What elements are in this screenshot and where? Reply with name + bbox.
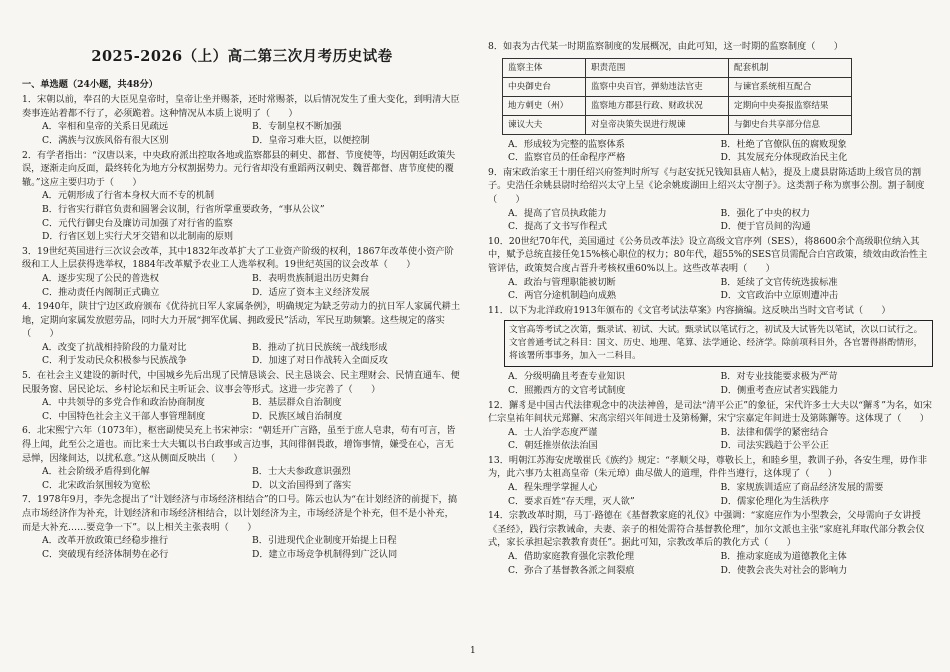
question-item [488,304,933,398]
option: D．侧重考查应试者实践能力 [720,384,839,396]
question-stem: 1．宋朝以前，奉召的大臣见皇帝时，皇帝让坐并赐茶，还时常赐茶，以后情况发生了重大变化，到明清大臣奏事连站着都不行了，必须跪着。这种情况从本质上说明了（ ） [22,94,460,119]
options [22,534,462,561]
option: A．改变了抗战相持阶段的力量对比 [42,341,187,353]
table-row [503,96,852,115]
option: B．推动家庭成为道德教化主体 [720,551,847,563]
option: C．突破现有经济体制势在必行 [42,548,169,560]
option: C．监察官员的任命程序严格 [508,152,626,164]
question-item [22,424,462,492]
option: A．社会阶级矛盾得到化解 [42,466,150,478]
section-heading: 一、单选题（24小题，共48分） [22,78,158,90]
option: C．元代行御史台及廉访司加强了对行省的监察 [42,217,233,229]
option: C．弥合了基督教各派之间裂痕 [508,564,635,576]
options [22,120,462,147]
table-cell: 对皇帝决策失误进行规谏 [585,115,728,134]
option: D．建立市场竞争机制得到广泛认同 [252,548,398,560]
left-questions [22,93,462,561]
option: B．行省实行群官负责和圆署会议制，行省所掌重要政务，“事从公议” [42,203,325,215]
question-item [22,493,462,561]
option: D．儒家伦理化为生活秩序 [720,495,829,507]
option: C．利于发动民众积极参与民族战争 [42,355,187,367]
option: D．司法实践趋于公平公正 [720,440,829,452]
exam-title: 2025-2026（上）高二第三次月考历史试卷 [91,48,393,65]
option: D．行省区划上实行犬牙交错和以北制南的原则 [42,231,234,243]
option: A．形成较为完整的监察体系 [508,138,625,150]
question-stem: 10．20世纪70年代，美国通过《公务员改革法》设立高级文官序列（SES），将8600余个高级职位纳入其中，赋予总统直接任免15%核心职位的权力；80年代，超55%的SES官员需配合白宫政策，绩效由政治性主管评估，政策契合度占晋升考核权重60%以上。这些改革表明（ ） [488,235,928,274]
question-stem: 7．1978年9月，李先念提出了“计划经济与市场经济相结合”的口号。陈云也认为“在计划经济的前提下，搞点市场经济作为补充，计划经济和市场经济相结合，以计划经济为主，市场经济是个补充，但不是小补充，而是大补充……要竞争一下”。以上相关主张表明（ ） [22,494,458,533]
option: D．文官政治中立原则遭冲击 [720,290,839,302]
option: A．借助家庭教育强化宗教伦理 [508,551,635,563]
option: B．专制皇权不断加强 [252,121,342,133]
option: B．表明贵族制退出历史舞台 [252,272,370,284]
option: B．基层群众自治制度 [252,397,342,409]
question-stem: 14．宗教改革时期，马丁·路德在《基督教家庭的礼仪》中强调：“家庭应作为小型教会，父母需向子女讲授《圣经》，践行宗教诫命，夫妻、亲子的相处需符合基督教伦理”，加尔文派也主张“家庭礼拜取代部分教会仪式，家长承担起宗教教育责任”。据此可知，宗教改革后的教化方式（ ） [488,510,925,549]
option: B．法律和儒学的紧密结合 [720,426,829,438]
question-stem: 6．北宋熙宁六年（1073年），枢密副使吴充上书宋神宗：“朝廷开广言路，虽至于庶人皂隶，苟有可言，皆得上闻，此至公之道也。而比来士大夫辄以书白政事或言边事，其间徘徊畏敢，增饰事情，嫌受在心，言无忌惮，因缘间达，以扰私意。”这从侧面反映出（ ） [22,425,456,464]
table-cell: 与御史台共享部分信息 [728,115,851,134]
options [488,207,933,234]
options [22,272,462,299]
table-cell: 监察地方郡县行政、财政状况 [585,96,728,115]
table-cell: 地方刺史（州） [503,96,586,115]
option: B．士大夫参政意识强烈 [252,466,351,478]
options [488,370,933,397]
page-number: 1 [470,646,476,656]
options [22,396,462,423]
question-stem: 11．以下为北洋政府1913年颁布的《文官考试法草案》内容摘编。这反映出当时文官考试（ ） [488,304,891,316]
question-stem: 9．南宋政治家王十朋任绍兴府签判时所写《与赵安抚兄钱知县庙人帖》，提及上虞县尉陈适助上级官员的割子。史浩任余姚县尉时给绍兴太守上呈《论余姚废湖田上绍兴太守剳子》。这类割子称为禀事公剳。割子制度（ ） [488,166,925,205]
table-header-cell: 职责范围 [585,58,728,77]
options [22,189,462,243]
question-item [22,93,462,147]
option: B．强化了中央的权力 [720,207,810,219]
option: D．以文治国得到了落实 [252,479,352,491]
table-cell: 与谏官系统相互配合 [728,77,851,96]
option: C．照搬西方的文官考试制度 [508,384,626,396]
option: A．程朱理学掌握人心 [508,482,598,494]
quoted-material: 文官高等考试之次第，甄录试、初试、大试。甄录试以笔试行之，初试及大试皆先以笔试，次以口试行之。文官普通考试之科目：国文、历史、地理、笔算、法学通论、经济学。除前项科目外，各官署得斟酌情形，将该署所事事务，加入一二科目。 [504,320,933,367]
option: A．中共领导的多党合作和政治协商制度 [42,397,205,409]
option: D．便于官员间的沟通 [720,221,811,233]
options [488,138,933,165]
option: C．提高了文书写作程式 [508,221,607,233]
table-header-cell: 配套机制 [728,58,851,77]
options [488,550,933,577]
source-table [502,58,852,135]
option: A．政治与管理职能被切断 [508,276,616,288]
table-cell: 定期向中央奏报监察结果 [728,96,851,115]
option: A．士人治学态度严谨 [508,426,598,438]
question-stem: 13．明朝江苏海安虎墩崔氏《族约》规定：“孝顺父母，尊敬长上，和睦乡里，教训子孙，各安生理，毋作非为，此六事乃太祖高皇帝（朱元璋）曲尽做人的道理，件件当遵行，这体现了（ ） [488,454,928,480]
option: B．对专业技能要求极为严苛 [720,371,838,383]
question-stem: 3．19世纪英国进行三次议会改革，其中1832年改革扩大了工业资产阶级的权利，1867年改革使小资产阶级和工人上层获得选举权，1884年改革赋予农业工人选举权利。19世纪英国的议会改革（ ） [22,245,454,271]
options [488,481,933,508]
question-item [488,235,933,303]
option: A．逐步实现了公民的普选权 [42,272,159,284]
table-row [503,77,852,96]
option: D．使教会丧失对社会的影响力 [720,564,848,576]
option: A．分级明确且考查专业知识 [508,371,625,383]
question-item [22,300,462,368]
question-item [488,399,933,453]
question-stem: 8．如表为古代某一时期监察制度的发展概况，由此可知，这一时期的监察制度（ ） [488,41,843,52]
option: B．推动了抗日民族统一战线形成 [252,341,388,353]
option: B．家规族训适应了商品经济发展的需要 [720,482,884,494]
option: D．加速了对日作战转入全面反攻 [252,355,388,367]
option: C．满族与汉族风俗有很大区别 [42,134,169,146]
option: A．宰相和皇帝的关系日见疏远 [42,121,169,133]
table-header-row [503,58,852,77]
question-stem: 12．獬豸是中国古代法律观念中的决法神兽，是司法“清平公正”的象征，宋代许多士大夫以“獬豸”为名，如宋仁宗皇祐年间状元郑獬、宋高宗绍兴年间进士及第杨獬，宋宁宗嘉定年间进士及第陈獬等。这体现了（ ） [488,399,932,425]
question-stem: 4．1940年，陕甘宁边区政府颁布《优待抗日军人家属条例》，明确规定为缺乏劳动力的抗日军人家属代耕土地，定期向家属发放慰劳品，同时大力开展“拥军优属、拥政爱民”活动，军民互助频繁。这些规定的落实（ ） [22,301,461,340]
table-header-cell: 监察主体 [503,58,586,77]
table-cell: 谏议大夫 [503,115,586,134]
question-item [22,369,462,423]
options [488,276,933,303]
question-item [488,166,933,234]
option: B．延续了文官传统选拔标准 [720,276,838,288]
table-cell: 中央御史台 [503,77,586,96]
option: C．要求百姓“存天理，灭人欲” [508,495,635,507]
option: B．杜绝了官僚队伍的腐败现象 [720,138,847,150]
option: B．引进现代企业制度开始提上日程 [252,535,397,547]
options [22,341,462,368]
option: D．皇帝习难大臣，以便控制 [252,134,370,146]
option: D．其发展充分体现政治民主化 [720,152,848,164]
question-item [22,149,462,244]
option: C．朝廷推崇依法治国 [508,440,598,452]
option: A．改革开放政策已经稳步推行 [42,535,169,547]
question-item [22,245,462,299]
option: D．适应了资本主义经济发展 [252,286,370,298]
options [488,426,933,453]
option: C．北宋政治氛围较为宽松 [42,479,151,491]
right-column [488,0,933,578]
left-column [22,0,462,562]
option: D．民族区域自治制度 [252,410,343,422]
table-cell: 监察中央百官，弹劾违法官吏 [585,77,728,96]
option: A．提高了官员执政能力 [508,207,607,219]
option: C．两官分途机制趋向成熟 [508,290,617,302]
table-row [503,115,852,134]
option: C．推动责任内阁制正式确立 [42,286,160,298]
option: C．中国特色社会主义干部人事管理制度 [42,410,206,422]
question-8 [488,40,933,165]
question-item [488,509,933,577]
question-item [488,454,933,508]
question-stem: 2．有学者指出：“汉唐以来，中央政府派出控取各地或监察都县的刺史、都督、节度使等，均因朝廷政策失误，逐渐走向反面，最终转化为地方分权割据势力。元行省却没有重蹈两汉刺史、魏晋都督、唐节度使的覆辙。”这应主要归功于（ ） [22,149,456,188]
right-questions [488,166,933,577]
question-stem: 5．在社会主义建设的新时代，中国城乡先后出现了民情恳谈会、民主恳谈会、民主理财会、民情直通车、便民服务窗、居民论坛、乡村论坛和民主听证会、议事会等形式。这进一步完善了（ ） [22,370,460,395]
option: A．元朝形成了行省本身权大而不专的机制 [42,190,215,202]
options [22,465,462,492]
